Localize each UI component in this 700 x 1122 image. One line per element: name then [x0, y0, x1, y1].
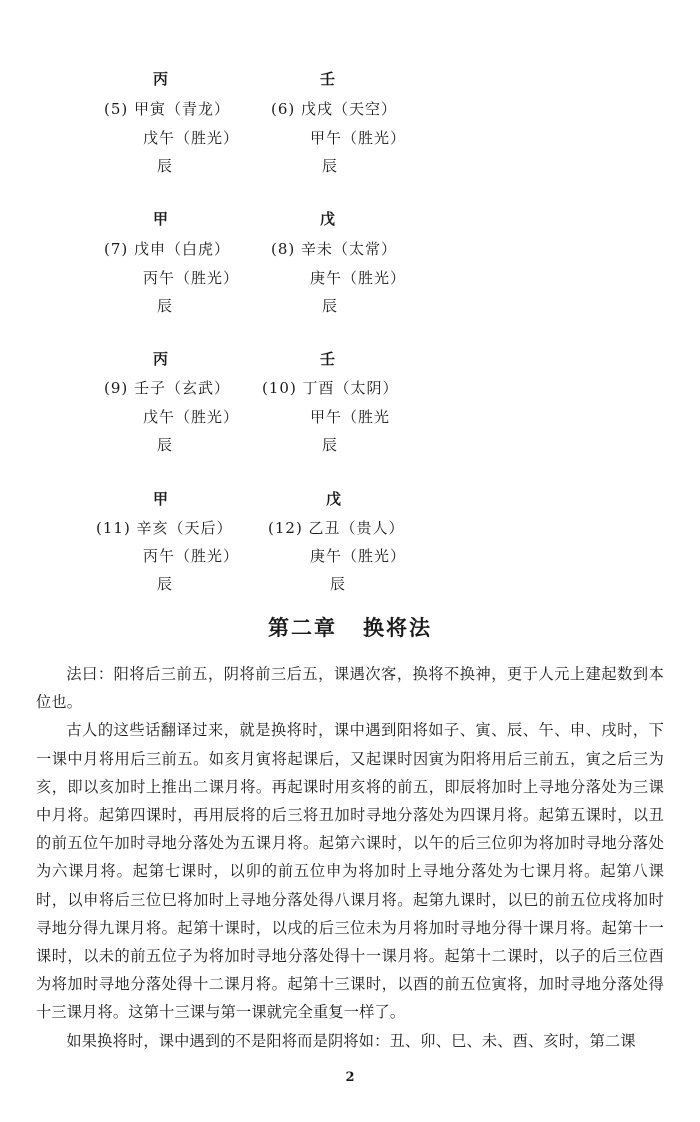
lesson-10-label: (10) 丁酉（太阴） [262, 379, 399, 397]
chapter-number: 第二章 [268, 616, 337, 640]
lesson-7-stem: 甲 [153, 210, 170, 228]
body-text [36, 660, 664, 1055]
lesson-7-third: 辰 [157, 297, 174, 315]
lesson-9-stem: 丙 [153, 350, 170, 368]
lesson-6-third: 辰 [322, 157, 339, 175]
lesson-6-second: 甲午（胜光） [310, 129, 407, 147]
lesson-6-label: (6) 戊戌（天空） [271, 100, 398, 118]
lesson-12-third: 辰 [330, 575, 347, 593]
lesson-7-label: (7) 戊申（白虎） [104, 240, 231, 258]
lesson-9-third: 辰 [157, 436, 174, 454]
lesson-5-third: 辰 [157, 157, 174, 175]
chapter-title: 换将法 [363, 616, 432, 640]
lesson-8-stem: 戊 [320, 210, 337, 228]
lesson-5-second: 戊午（胜光） [143, 129, 240, 147]
lesson-7-second: 丙午（胜光） [143, 269, 240, 287]
lesson-11-stem: 甲 [153, 490, 170, 508]
lesson-8-label: (8) 辛未（太常） [271, 240, 398, 258]
lesson-12-label: (12) 乙丑（贵人） [268, 519, 405, 537]
chapter-heading [0, 612, 700, 642]
lesson-10-third: 辰 [322, 436, 339, 454]
paragraph-continued: 如果换将时，课中遇到的不是阳将而是阴将如：丑、卯、巳、未、酉、亥时，第二课 [66, 1031, 636, 1050]
lesson-8-third: 辰 [322, 297, 339, 315]
lesson-11-second: 丙午（胜光） [143, 547, 240, 565]
lesson-10-stem: 壬 [320, 350, 337, 368]
lesson-5-label: (5) 甲寅（青龙） [104, 100, 231, 118]
lesson-12-second: 庚午（胜光） [310, 547, 407, 565]
lesson-9-label: (9) 壬子（玄武） [104, 379, 231, 397]
lesson-12-stem: 戊 [326, 490, 343, 508]
paragraph-rule: 法曰：阳将后三前五，阴将前三后五，课遇次客，换将不换神，更于人元上建起数到本位也。 [36, 665, 664, 712]
lesson-11-label: (11) 辛亥（天后） [96, 519, 233, 537]
lesson-11-third: 辰 [157, 575, 174, 593]
lesson-8-second: 庚午（胜光） [310, 269, 407, 287]
page-number: 2 [345, 1070, 355, 1085]
lesson-5-stem: 丙 [153, 70, 170, 88]
lesson-6-stem: 壬 [320, 70, 337, 88]
lesson-10-second: 甲午（胜光 [310, 408, 391, 426]
lesson-9-second: 戊午（胜光） [143, 408, 240, 426]
paragraph-explanation: 古人的这些话翻译过来，就是换将时，课中遇到阳将如子、寅、辰、午、申、戌时，下一课中月将用后三前五。如亥月寅将起课后，又起课时因寅为阳将用后三前五，寅之后三为亥，即以亥加时上推出二课月将。再起课时用亥将的前五，即辰将加时上寻地分落处为三课中月将。起第四课时，再用辰将的后三将丑加时寻地分落处为四课月将。起第五课时，以丑的前五位午加时寻地分落处为五课月将。起第六课时，以午的后三位卯为将加时寻地分落处为六课月将。起第七课时，以卯的前五位申为将加时上寻地分落处为七课月将。起第八课时，以申将后三位巳将加时上寻地分落处得八课月将。起第九课时，以巳的前五位戌将加时寻地分得九课月将。起第十课时，以戌的后三位未为月将加时寻地分得十课月将。起第十一课时，以未的前五位子为将加时寻地分落处得十一课月将。起第十二课时，以子的后三位酉为将加时寻地分落处得十二课月将。起第十三课时，以酉的前五位寅将，加时寻地分落处得十三课月将。这第十三课与第一课就完全重复一样了。 [36, 721, 664, 1022]
